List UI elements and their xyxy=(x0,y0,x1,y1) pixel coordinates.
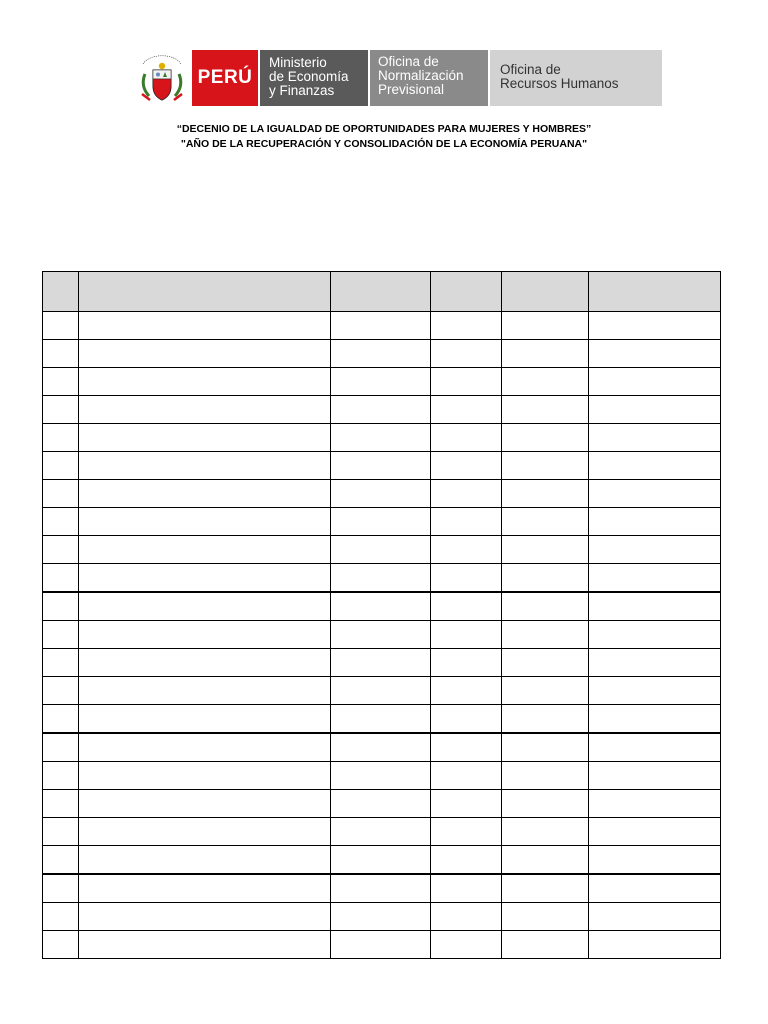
table-row xyxy=(43,818,721,846)
table-row xyxy=(43,340,721,368)
table-cell[interactable] xyxy=(331,931,431,959)
table-cell[interactable] xyxy=(589,762,721,790)
onp-line: Oficina de xyxy=(378,54,439,69)
table-cell[interactable] xyxy=(431,396,502,424)
table-cell[interactable] xyxy=(43,424,79,452)
table-cell[interactable] xyxy=(331,396,431,424)
table-row xyxy=(43,452,721,480)
table-cell[interactable] xyxy=(431,480,502,508)
table-cell[interactable] xyxy=(502,931,589,959)
table-cell[interactable] xyxy=(43,340,79,368)
table-cell[interactable] xyxy=(589,705,721,734)
table-cell[interactable] xyxy=(43,818,79,846)
table-cell[interactable] xyxy=(589,340,721,368)
table-header-row xyxy=(43,272,721,312)
table-cell[interactable] xyxy=(431,340,502,368)
table-cell[interactable] xyxy=(79,621,331,649)
table-cell[interactable] xyxy=(79,536,331,564)
table-cell[interactable] xyxy=(431,368,502,396)
ministry-line: y Finanzas xyxy=(269,83,335,98)
table-row xyxy=(43,312,721,340)
table-cell[interactable] xyxy=(502,705,589,734)
table-cell[interactable] xyxy=(79,790,331,818)
table-cell[interactable] xyxy=(331,592,431,621)
peru-brand-box xyxy=(192,50,258,106)
table-cell[interactable] xyxy=(331,762,431,790)
table-cell[interactable] xyxy=(589,677,721,705)
table-cell[interactable] xyxy=(502,762,589,790)
table-cell[interactable] xyxy=(431,846,502,875)
table-cell[interactable] xyxy=(431,536,502,564)
table-cell[interactable] xyxy=(589,790,721,818)
table-cell[interactable] xyxy=(331,452,431,480)
onp-line: Previsional xyxy=(378,82,445,97)
table-cell[interactable] xyxy=(331,536,431,564)
table-header-cell xyxy=(331,272,431,312)
table-cell[interactable] xyxy=(331,846,431,875)
table-cell[interactable] xyxy=(79,818,331,846)
table-cell[interactable] xyxy=(431,705,502,734)
table-cell[interactable] xyxy=(502,649,589,677)
table-cell[interactable] xyxy=(589,592,721,621)
table-row xyxy=(43,846,721,875)
table-row xyxy=(43,536,721,564)
table-cell[interactable] xyxy=(79,931,331,959)
table-row xyxy=(43,903,721,931)
table-cell[interactable] xyxy=(502,818,589,846)
blank-form-table xyxy=(42,271,721,959)
table-cell[interactable] xyxy=(79,312,331,340)
table-cell[interactable] xyxy=(502,592,589,621)
table-cell[interactable] xyxy=(502,621,589,649)
table-cell[interactable] xyxy=(589,564,721,593)
table-cell[interactable] xyxy=(43,677,79,705)
table-cell[interactable] xyxy=(331,705,431,734)
orh-brand-box xyxy=(490,50,662,106)
table-row xyxy=(43,874,721,903)
table-cell[interactable] xyxy=(331,340,431,368)
table-cell[interactable] xyxy=(502,677,589,705)
table-row xyxy=(43,480,721,508)
table-cell[interactable] xyxy=(43,621,79,649)
table-row xyxy=(43,762,721,790)
table-cell[interactable] xyxy=(502,536,589,564)
table-cell[interactable] xyxy=(431,508,502,536)
table-cell[interactable] xyxy=(331,790,431,818)
table-cell[interactable] xyxy=(431,592,502,621)
slogans xyxy=(0,122,768,152)
table-cell[interactable] xyxy=(502,452,589,480)
table-cell[interactable] xyxy=(43,931,79,959)
table-cell[interactable] xyxy=(589,874,721,903)
table-row xyxy=(43,705,721,734)
table-cell[interactable] xyxy=(331,903,431,931)
table-cell[interactable] xyxy=(431,452,502,480)
table-cell[interactable] xyxy=(43,368,79,396)
table-cell[interactable] xyxy=(589,931,721,959)
table-cell[interactable] xyxy=(431,649,502,677)
table-row xyxy=(43,931,721,959)
table-body xyxy=(43,312,721,959)
table-cell[interactable] xyxy=(43,846,79,875)
table-cell[interactable] xyxy=(431,874,502,903)
table-cell[interactable] xyxy=(589,733,721,762)
table-cell[interactable] xyxy=(79,424,331,452)
table-cell[interactable] xyxy=(43,705,79,734)
table-cell[interactable] xyxy=(589,396,721,424)
table-row xyxy=(43,508,721,536)
table-cell[interactable] xyxy=(431,818,502,846)
table-cell[interactable] xyxy=(431,762,502,790)
table-header-cell xyxy=(502,272,589,312)
table-cell[interactable] xyxy=(79,846,331,875)
table-row xyxy=(43,368,721,396)
table-cell[interactable] xyxy=(502,424,589,452)
table-cell[interactable] xyxy=(589,312,721,340)
table-cell[interactable] xyxy=(331,424,431,452)
table-cell[interactable] xyxy=(431,564,502,593)
table-cell[interactable] xyxy=(589,452,721,480)
table-cell[interactable] xyxy=(43,396,79,424)
table-cell[interactable] xyxy=(502,846,589,875)
table-cell[interactable] xyxy=(331,312,431,340)
table-cell[interactable] xyxy=(79,368,331,396)
table-cell[interactable] xyxy=(589,536,721,564)
table-cell[interactable] xyxy=(43,508,79,536)
ministry-brand-box xyxy=(260,50,368,106)
table-row xyxy=(43,677,721,705)
table-cell[interactable] xyxy=(79,508,331,536)
table-cell[interactable] xyxy=(79,340,331,368)
table-cell[interactable] xyxy=(43,312,79,340)
table-cell[interactable] xyxy=(79,874,331,903)
table-cell[interactable] xyxy=(79,903,331,931)
table-cell[interactable] xyxy=(331,677,431,705)
table-cell[interactable] xyxy=(79,592,331,621)
table-cell[interactable] xyxy=(431,424,502,452)
onp-brand-box xyxy=(370,50,488,106)
table-cell[interactable] xyxy=(79,705,331,734)
table-cell[interactable] xyxy=(43,592,79,621)
table-cell[interactable] xyxy=(79,677,331,705)
table-row xyxy=(43,396,721,424)
table-cell[interactable] xyxy=(589,903,721,931)
table-cell[interactable] xyxy=(79,452,331,480)
table-row xyxy=(43,621,721,649)
table-cell[interactable] xyxy=(431,621,502,649)
header-logos xyxy=(137,50,662,106)
table-cell[interactable] xyxy=(331,621,431,649)
table-cell[interactable] xyxy=(43,874,79,903)
table-header-cell xyxy=(589,272,721,312)
table-cell[interactable] xyxy=(79,762,331,790)
table-cell[interactable] xyxy=(331,564,431,593)
table-header-cell xyxy=(43,272,79,312)
table-cell[interactable] xyxy=(502,733,589,762)
table-cell[interactable] xyxy=(43,564,79,593)
table-cell[interactable] xyxy=(331,818,431,846)
table-row xyxy=(43,592,721,621)
table-cell[interactable] xyxy=(589,621,721,649)
table-cell[interactable] xyxy=(431,931,502,959)
table-row xyxy=(43,649,721,677)
table-cell[interactable] xyxy=(431,677,502,705)
table-cell[interactable] xyxy=(502,790,589,818)
table-cell[interactable] xyxy=(502,396,589,424)
table-header-cell xyxy=(431,272,502,312)
table-cell[interactable] xyxy=(43,649,79,677)
table-cell[interactable] xyxy=(502,312,589,340)
table-cell[interactable] xyxy=(43,536,79,564)
slogan-anio: "AÑO DE LA RECUPERACIÓN Y CONSOLIDACIÓN DE LA ECONOMÍA PERUANA" xyxy=(180,138,588,150)
table-cell[interactable] xyxy=(502,340,589,368)
table-row xyxy=(43,424,721,452)
table-cell[interactable] xyxy=(79,564,331,593)
table-cell[interactable] xyxy=(331,480,431,508)
table-cell[interactable] xyxy=(502,508,589,536)
table-cell[interactable] xyxy=(589,368,721,396)
table-cell[interactable] xyxy=(589,818,721,846)
table-cell[interactable] xyxy=(331,368,431,396)
ministry-line: Ministerio xyxy=(269,55,327,70)
table-cell[interactable] xyxy=(331,874,431,903)
orh-line: Recursos Humanos xyxy=(500,76,619,91)
table-cell[interactable] xyxy=(43,733,79,762)
peru-label: PERÚ xyxy=(197,67,253,88)
table-cell[interactable] xyxy=(431,312,502,340)
onp-line: Normalización xyxy=(378,68,464,83)
table-cell[interactable] xyxy=(331,649,431,677)
table-row xyxy=(43,564,721,593)
table-cell[interactable] xyxy=(502,564,589,593)
table-cell[interactable] xyxy=(502,874,589,903)
table-row xyxy=(43,790,721,818)
table-cell[interactable] xyxy=(79,733,331,762)
ministry-line: de Economía xyxy=(269,69,349,84)
table-cell[interactable] xyxy=(43,480,79,508)
table-cell[interactable] xyxy=(589,424,721,452)
table-cell[interactable] xyxy=(43,903,79,931)
table-cell[interactable] xyxy=(79,396,331,424)
table-header-cell xyxy=(79,272,331,312)
table-cell[interactable] xyxy=(79,649,331,677)
table-cell[interactable] xyxy=(589,480,721,508)
table-cell[interactable] xyxy=(502,368,589,396)
orh-line: Oficina de xyxy=(500,62,561,77)
table-cell[interactable] xyxy=(331,508,431,536)
table-cell[interactable] xyxy=(431,790,502,818)
table-cell[interactable] xyxy=(589,846,721,875)
table-cell[interactable] xyxy=(43,790,79,818)
slogan-decenio: “DECENIO DE LA IGUALDAD DE OPORTUNIDADES PARA MUJERES Y HOMBRES” xyxy=(176,123,592,135)
table-cell[interactable] xyxy=(502,480,589,508)
table-cell[interactable] xyxy=(331,733,431,762)
table-cell[interactable] xyxy=(431,733,502,762)
table-cell[interactable] xyxy=(79,480,331,508)
table-cell[interactable] xyxy=(502,903,589,931)
table-cell[interactable] xyxy=(431,903,502,931)
table-cell[interactable] xyxy=(43,762,79,790)
table-row xyxy=(43,733,721,762)
coat-of-arms-icon xyxy=(137,50,187,106)
table-cell[interactable] xyxy=(43,452,79,480)
table-cell[interactable] xyxy=(589,649,721,677)
table-cell[interactable] xyxy=(589,508,721,536)
